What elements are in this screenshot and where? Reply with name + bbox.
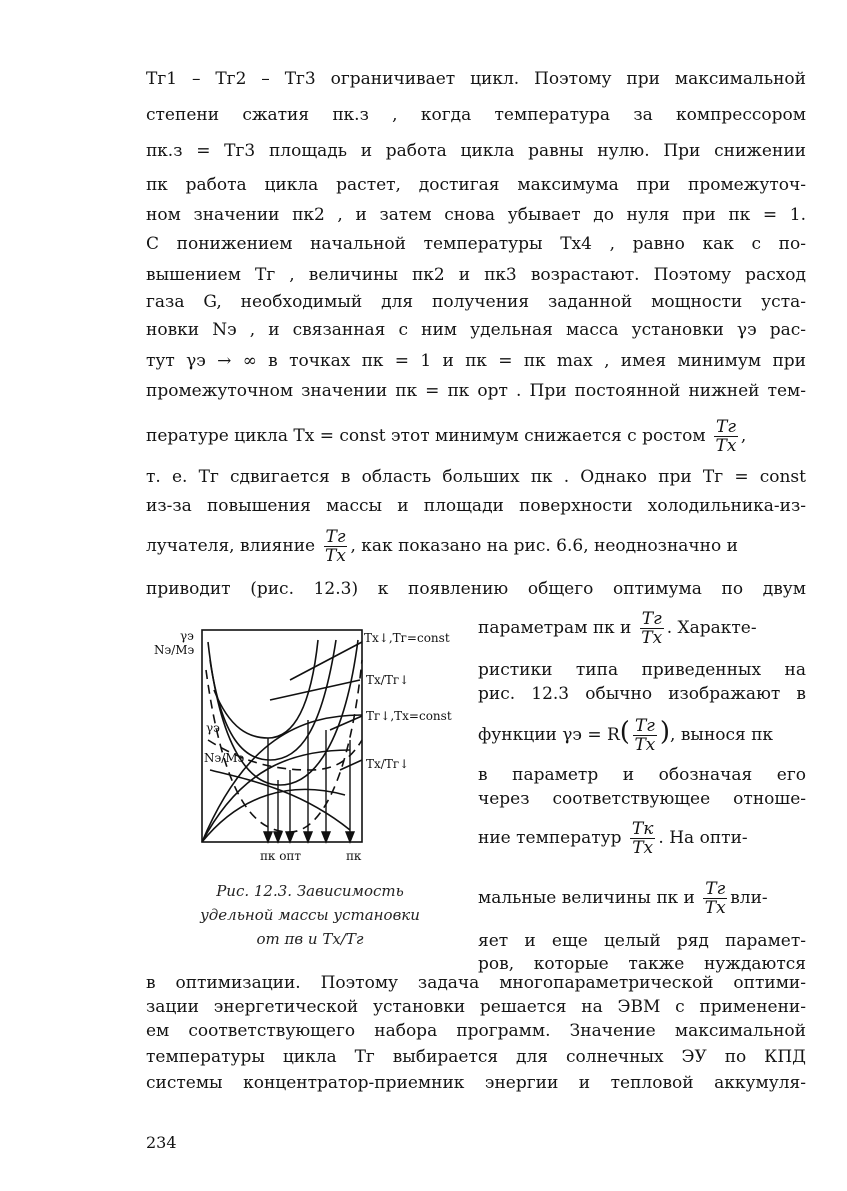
right-line-8 <box>478 872 806 924</box>
bottom-line-2: зации энергетической установки решается на ЭВМ с применени- <box>146 997 806 1017</box>
fraction-den: Tх <box>634 735 656 755</box>
text-line-3: πк.з = Tг3 площадь и работа цикла равны нулю. При снижении <box>146 141 806 161</box>
caption-line-2: удельной массы установки <box>200 906 420 924</box>
label-x: πк <box>346 849 362 863</box>
text-line-15 <box>146 520 806 572</box>
text-line-13: т. е. Tг сдвигается в область больших πк . Однако при Tг = const <box>146 467 806 487</box>
right-line-7-a: ние температур <box>478 828 622 848</box>
right-line-4: функции γэ = R( $\frac{Tг}{Tх}$ ), вынося πк <box>478 716 773 755</box>
text-line-14: из-за повышения массы и площади поверхности холодильника-из- <box>146 496 806 516</box>
page-number: 234 <box>146 1133 177 1152</box>
fraction-den: Tх <box>715 436 737 456</box>
right-line-5: в параметр и обозначая его <box>478 765 806 785</box>
text-line-7: вышением Tг , величины πк2 и πк3 возрастают. Поэтому расход <box>146 265 806 285</box>
label-nm-top: Nэ/Mэ <box>154 643 195 657</box>
right-line-1-a: параметрам πк и <box>478 618 632 638</box>
label-nm-mid: Nэ/Mэ <box>204 751 245 765</box>
text-line-12: пературе цикла Tх = const этот минимум снижается с ростом $\frac{Tг}{Tх}$ , <box>146 417 747 456</box>
right-line-8-b: вли- <box>730 888 768 908</box>
fraction-tg-tx <box>714 418 738 455</box>
fraction-tk-tx <box>630 820 656 857</box>
bottom-line-3: ем соответствующего набора программ. Значение максимальной <box>146 1021 806 1041</box>
fraction-num: Tг <box>634 716 655 736</box>
caption-line-3: от πв и Tх/Tг <box>256 930 364 948</box>
caption-line-1: Рис. 12.3. Зависимость <box>216 882 404 900</box>
right-line-4-b: , вынося πк <box>670 725 773 745</box>
right-line-8-a: мальные величины πк и <box>478 888 695 908</box>
fraction-num: Tг <box>705 879 726 899</box>
label-curve-1: Tх↓,Tг=const <box>364 631 450 645</box>
right-line-1-b: . Характе- <box>666 618 757 638</box>
leader-3 <box>330 716 362 730</box>
fraction-num: Tг <box>715 417 736 437</box>
text-line-15-b: , как показано на рис. 6.6, неоднозначно и <box>350 536 738 556</box>
fraction-den: Tх <box>641 628 663 648</box>
curve-u3 <box>214 640 318 738</box>
curve-dashed-1 <box>206 660 362 832</box>
figure-12-3 <box>150 620 465 880</box>
fraction-tg-tx-5 <box>703 880 727 917</box>
bottom-line-1: в оптимизации. Поэтому задача многопараметрической оптими- <box>146 973 806 993</box>
fraction-tg-tx-3 <box>640 610 664 647</box>
leader-2 <box>270 680 360 700</box>
text-line-4: πк работа цикла растет, достигая максимума при промежуточ- <box>146 175 806 195</box>
label-x-opt: πк опт <box>260 849 302 863</box>
text-line-1: Tг1 – Tг2 – Tг3 ограничивает цикл. Поэтому при максимальной <box>146 69 806 89</box>
text-line-6: С понижением начальной температуры Tх4 , равно как с по- <box>146 234 806 254</box>
right-line-7 <box>478 812 806 864</box>
fraction-den: Tх <box>632 838 654 858</box>
text-line-15-a: лучателя, влияние <box>146 536 316 556</box>
leader-1 <box>290 642 362 680</box>
text-line-11: промежуточном значении πк = πк орт . При постоянной нижней тем- <box>146 381 806 401</box>
label-gamma-top: γэ <box>180 629 194 643</box>
right-line-9: яет и еще целый ряд парамет- <box>478 931 806 951</box>
right-line-3: рис. 12.3 обычно изображают в <box>478 684 806 704</box>
fraction-num: Tг <box>641 609 662 629</box>
text-line-16: приводит (рис. 12.3) к появлению общего оптимума по двум <box>146 579 806 599</box>
fraction-num: Tк <box>631 819 654 839</box>
fraction-num: Tг <box>325 527 346 547</box>
bottom-line-4: температуры цикла Tг выбирается для солнечных ЭУ по КПД <box>146 1047 806 1067</box>
right-line-2: ристики типа приведенных на <box>478 660 806 680</box>
bottom-line-5: системы концентратор-приемник энергии и тепловой аккумуля- <box>146 1073 806 1093</box>
fraction-den: Tх <box>704 898 726 918</box>
right-line-4-a: функции γэ = R <box>478 725 620 745</box>
text-line-8: газа G, необходимый для получения заданной мощности уста- <box>146 292 806 312</box>
fraction-den: Tх <box>325 546 346 566</box>
text-line-9: новки Nэ , и связанная с ним удельная масса установки γэ рас- <box>146 320 806 340</box>
text-line-2: степени сжатия πк.з , когда температура за компрессором <box>146 105 806 125</box>
label-gamma-mid: γэ <box>206 721 220 735</box>
right-line-1 <box>478 602 806 654</box>
fraction-tg-tx-4 <box>633 717 657 754</box>
label-curve-3: Tг↓,Tх=const <box>366 709 452 723</box>
label-curve-4: Tх/Tг↓ <box>366 757 410 771</box>
text-line-5: ном значении πк2 , и затем снова убывает до нуля при πк = 1. <box>146 205 806 225</box>
fraction-tg-tx-2 <box>324 528 348 565</box>
right-line-7-b: . На опти- <box>658 828 748 848</box>
text-line-10: тут γэ → ∞ в точках πк = 1 и πк = πк max , имея минимум при <box>146 351 806 371</box>
text-line-12-body: пературе цикла Tх = const этот минимум снижается с ростом <box>146 426 706 446</box>
label-curve-2: Tх/Tг↓ <box>366 673 410 687</box>
right-line-10: ров, которые также нуждаются <box>478 954 806 974</box>
right-line-6: через соответствующее отноше- <box>478 789 806 809</box>
